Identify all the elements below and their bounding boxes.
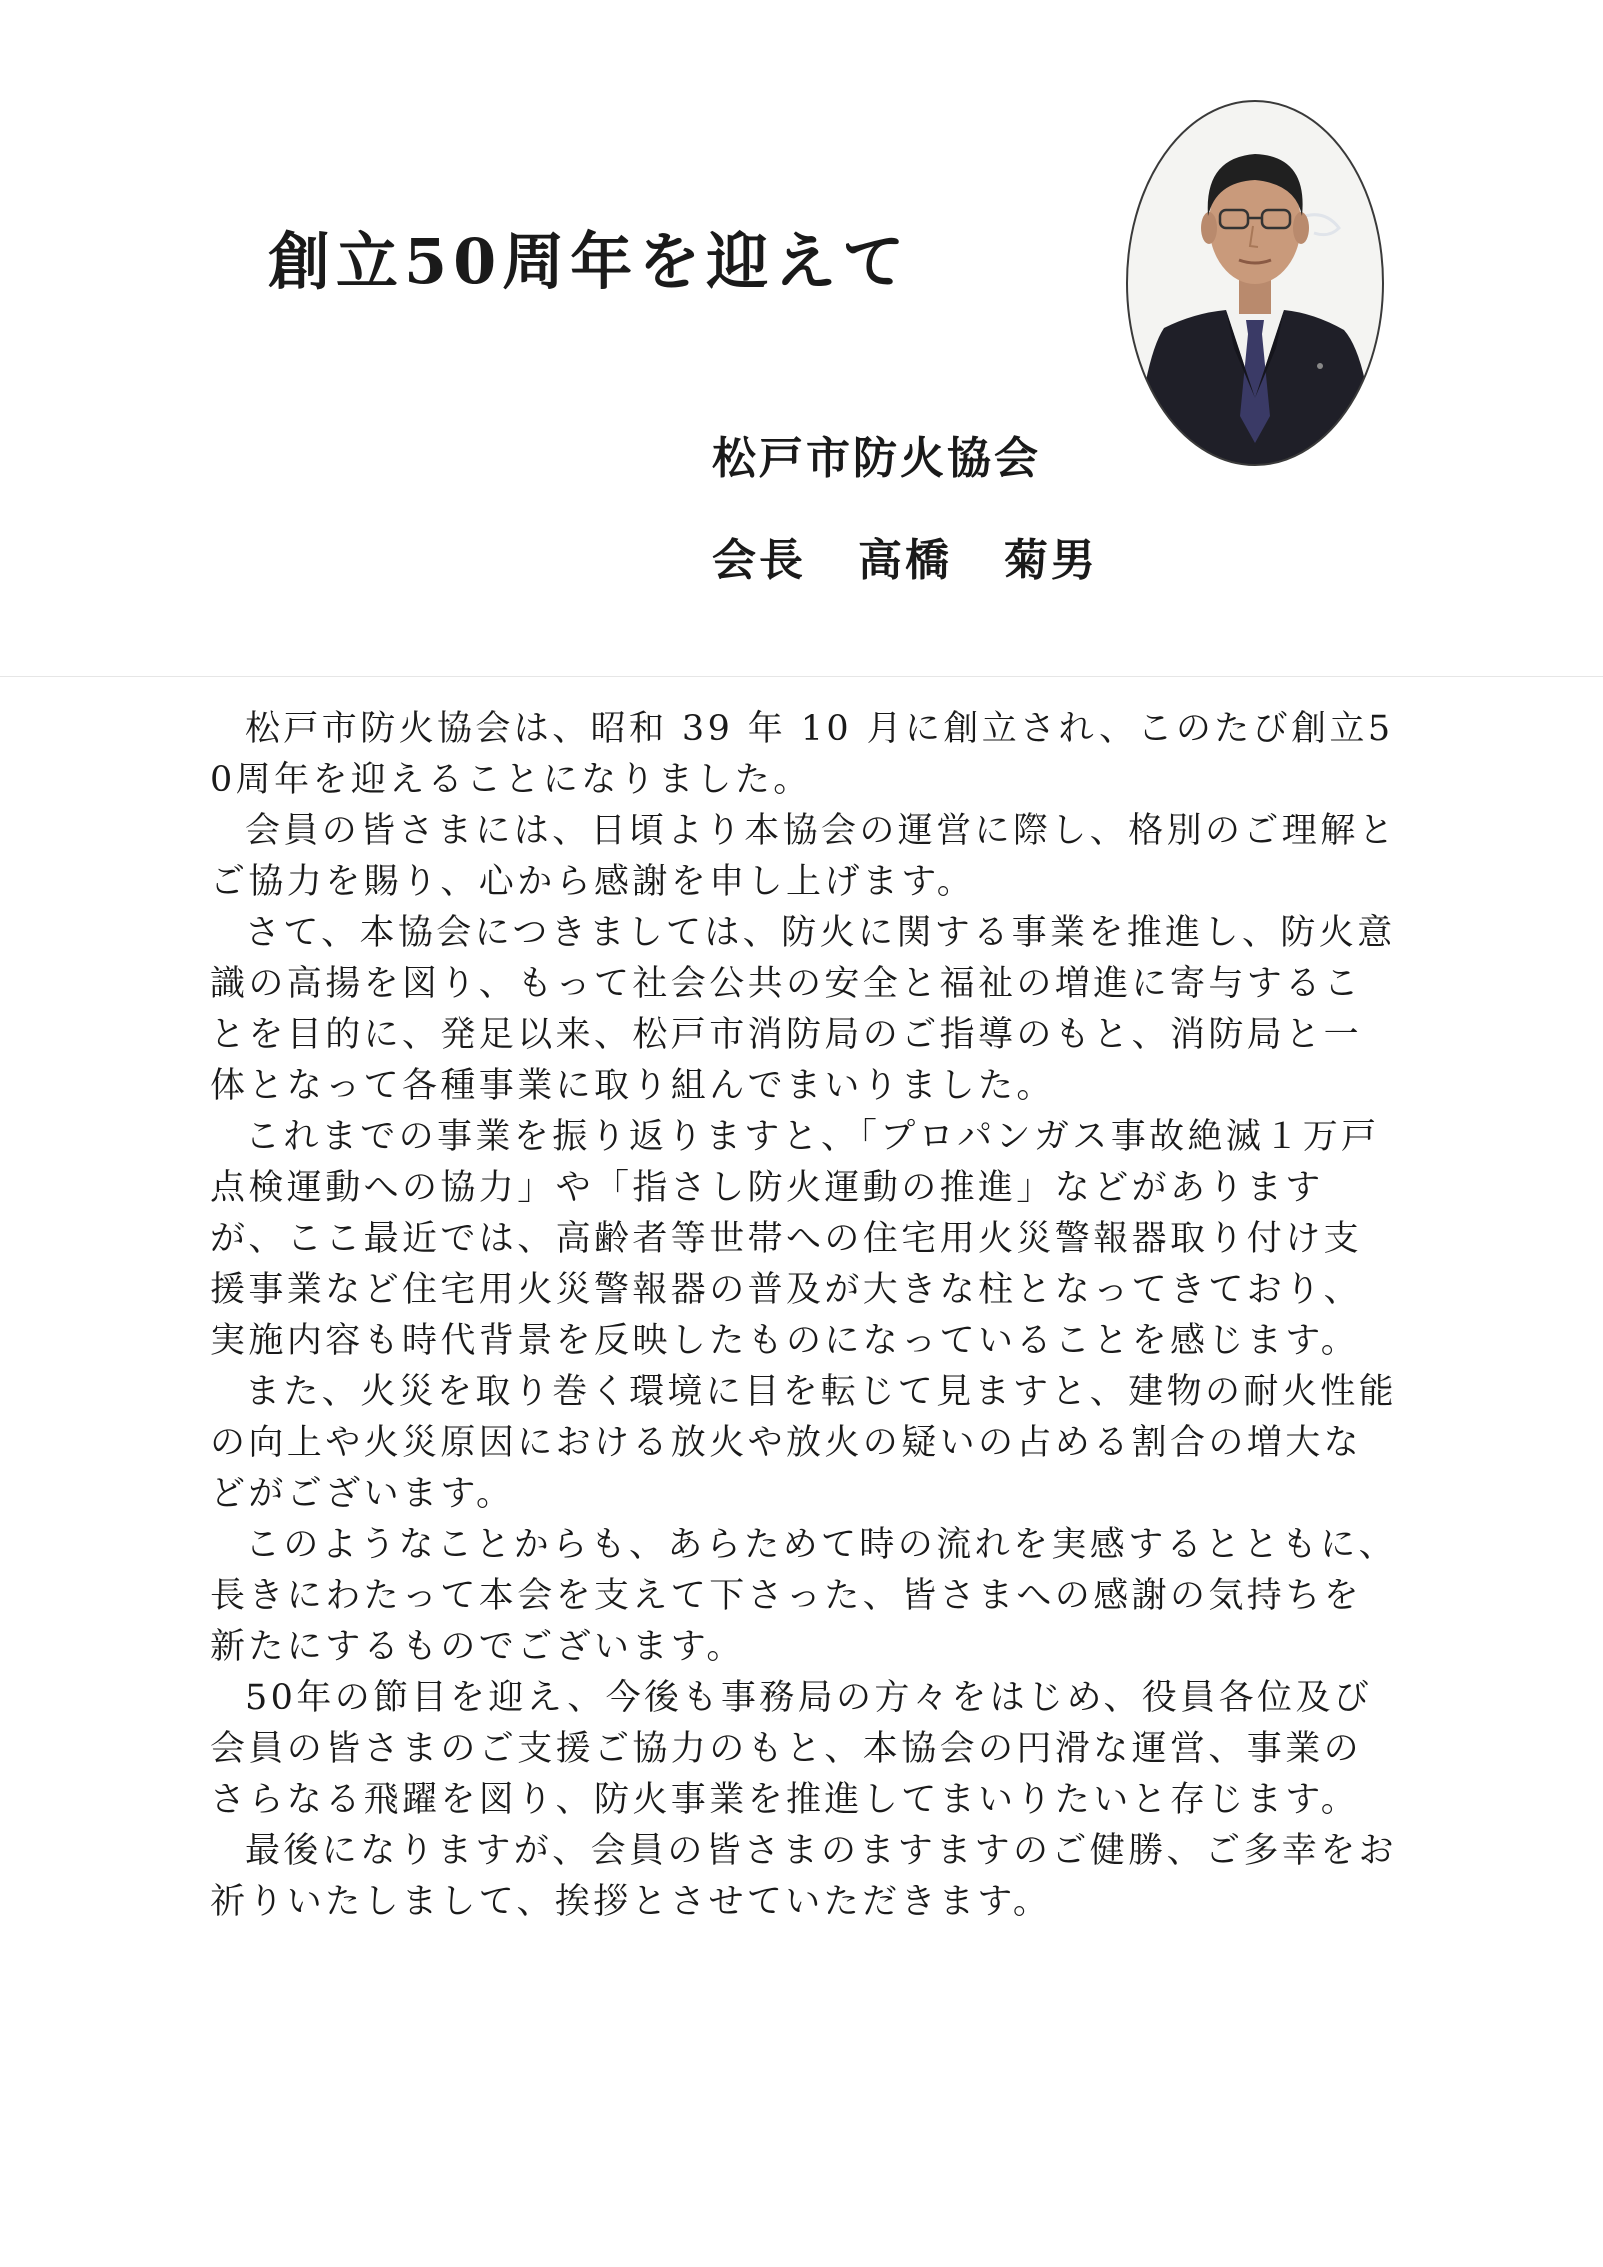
paragraph: 最後になりますが、会員の皆さまのますますのご健勝、ご多幸をお祈りいたしまして、挨拶とさせていただきます。 (210, 1831, 1398, 1922)
paragraph: 会員の皆さまには、日頃より本協会の運営に際し、格別のご理解とご協力を賜り、心から感謝を申し上げます。 (210, 811, 1398, 902)
paragraph: また、火災を取り巻く環境に目を転じて見ますと、建物の耐火性能の向上や火災原因における放火や放火の疑いの占める割合の増大などがございます。 (210, 1372, 1398, 1514)
president-title: 会長 (712, 535, 806, 586)
paragraph: さて、本協会につきましては、防火に関する事業を推進し、防火意識の高揚を図り、もって社会公共の安全と福祉の増進に寄与することを目的に、発足以来、松戸市消防局のご指導のもと、消防局と一体となって各種事業に取り組んでまいりました。 (210, 913, 1396, 1106)
paragraph: 50年の節目を迎え、今後も事務局の方々をはじめ、役員各位及び会員の皆さまのご支援ご協力のもと、本協会の円滑な運営、事業のさらなる飛躍を図り、防火事業を推進してまいりたいと存じます。 (210, 1678, 1373, 1820)
paragraph: 松戸市防火協会は、昭和 39 年 10 月に創立され、このたび創立50周年を迎えることになりました。 (210, 709, 1394, 800)
president-portrait (1124, 98, 1386, 468)
page-title: 創立50周年を迎えて (268, 225, 911, 298)
paragraph: このようなことからも、あらためて時の流れを実感するとともに、長きにわたって本会を支えて下さった、皆さまへの感謝の気持ちを新たにするものでございます。 (210, 1525, 1398, 1667)
scan-fold-line (0, 676, 1603, 677)
paragraph: これまでの事業を振り返りますと、「プロパンガス事故絶滅１万戸点検運動への協力」や「指さし防火運動の推進」などがありますが、ここ最近では、高齢者等世帯への住宅用火災警報器取り付け支援事業など住宅用火災警報器の普及が大きな柱となってきており、実施内容も時代背景を反映したものになっていることを感じます。 (210, 1117, 1380, 1361)
president-given-name: 菊男 (1004, 535, 1098, 586)
organization-name: 松戸市防火協会 (712, 433, 1041, 484)
president-name (712, 524, 1098, 588)
greeting-body (210, 704, 1400, 1928)
president-surname: 高橋 (858, 535, 952, 586)
